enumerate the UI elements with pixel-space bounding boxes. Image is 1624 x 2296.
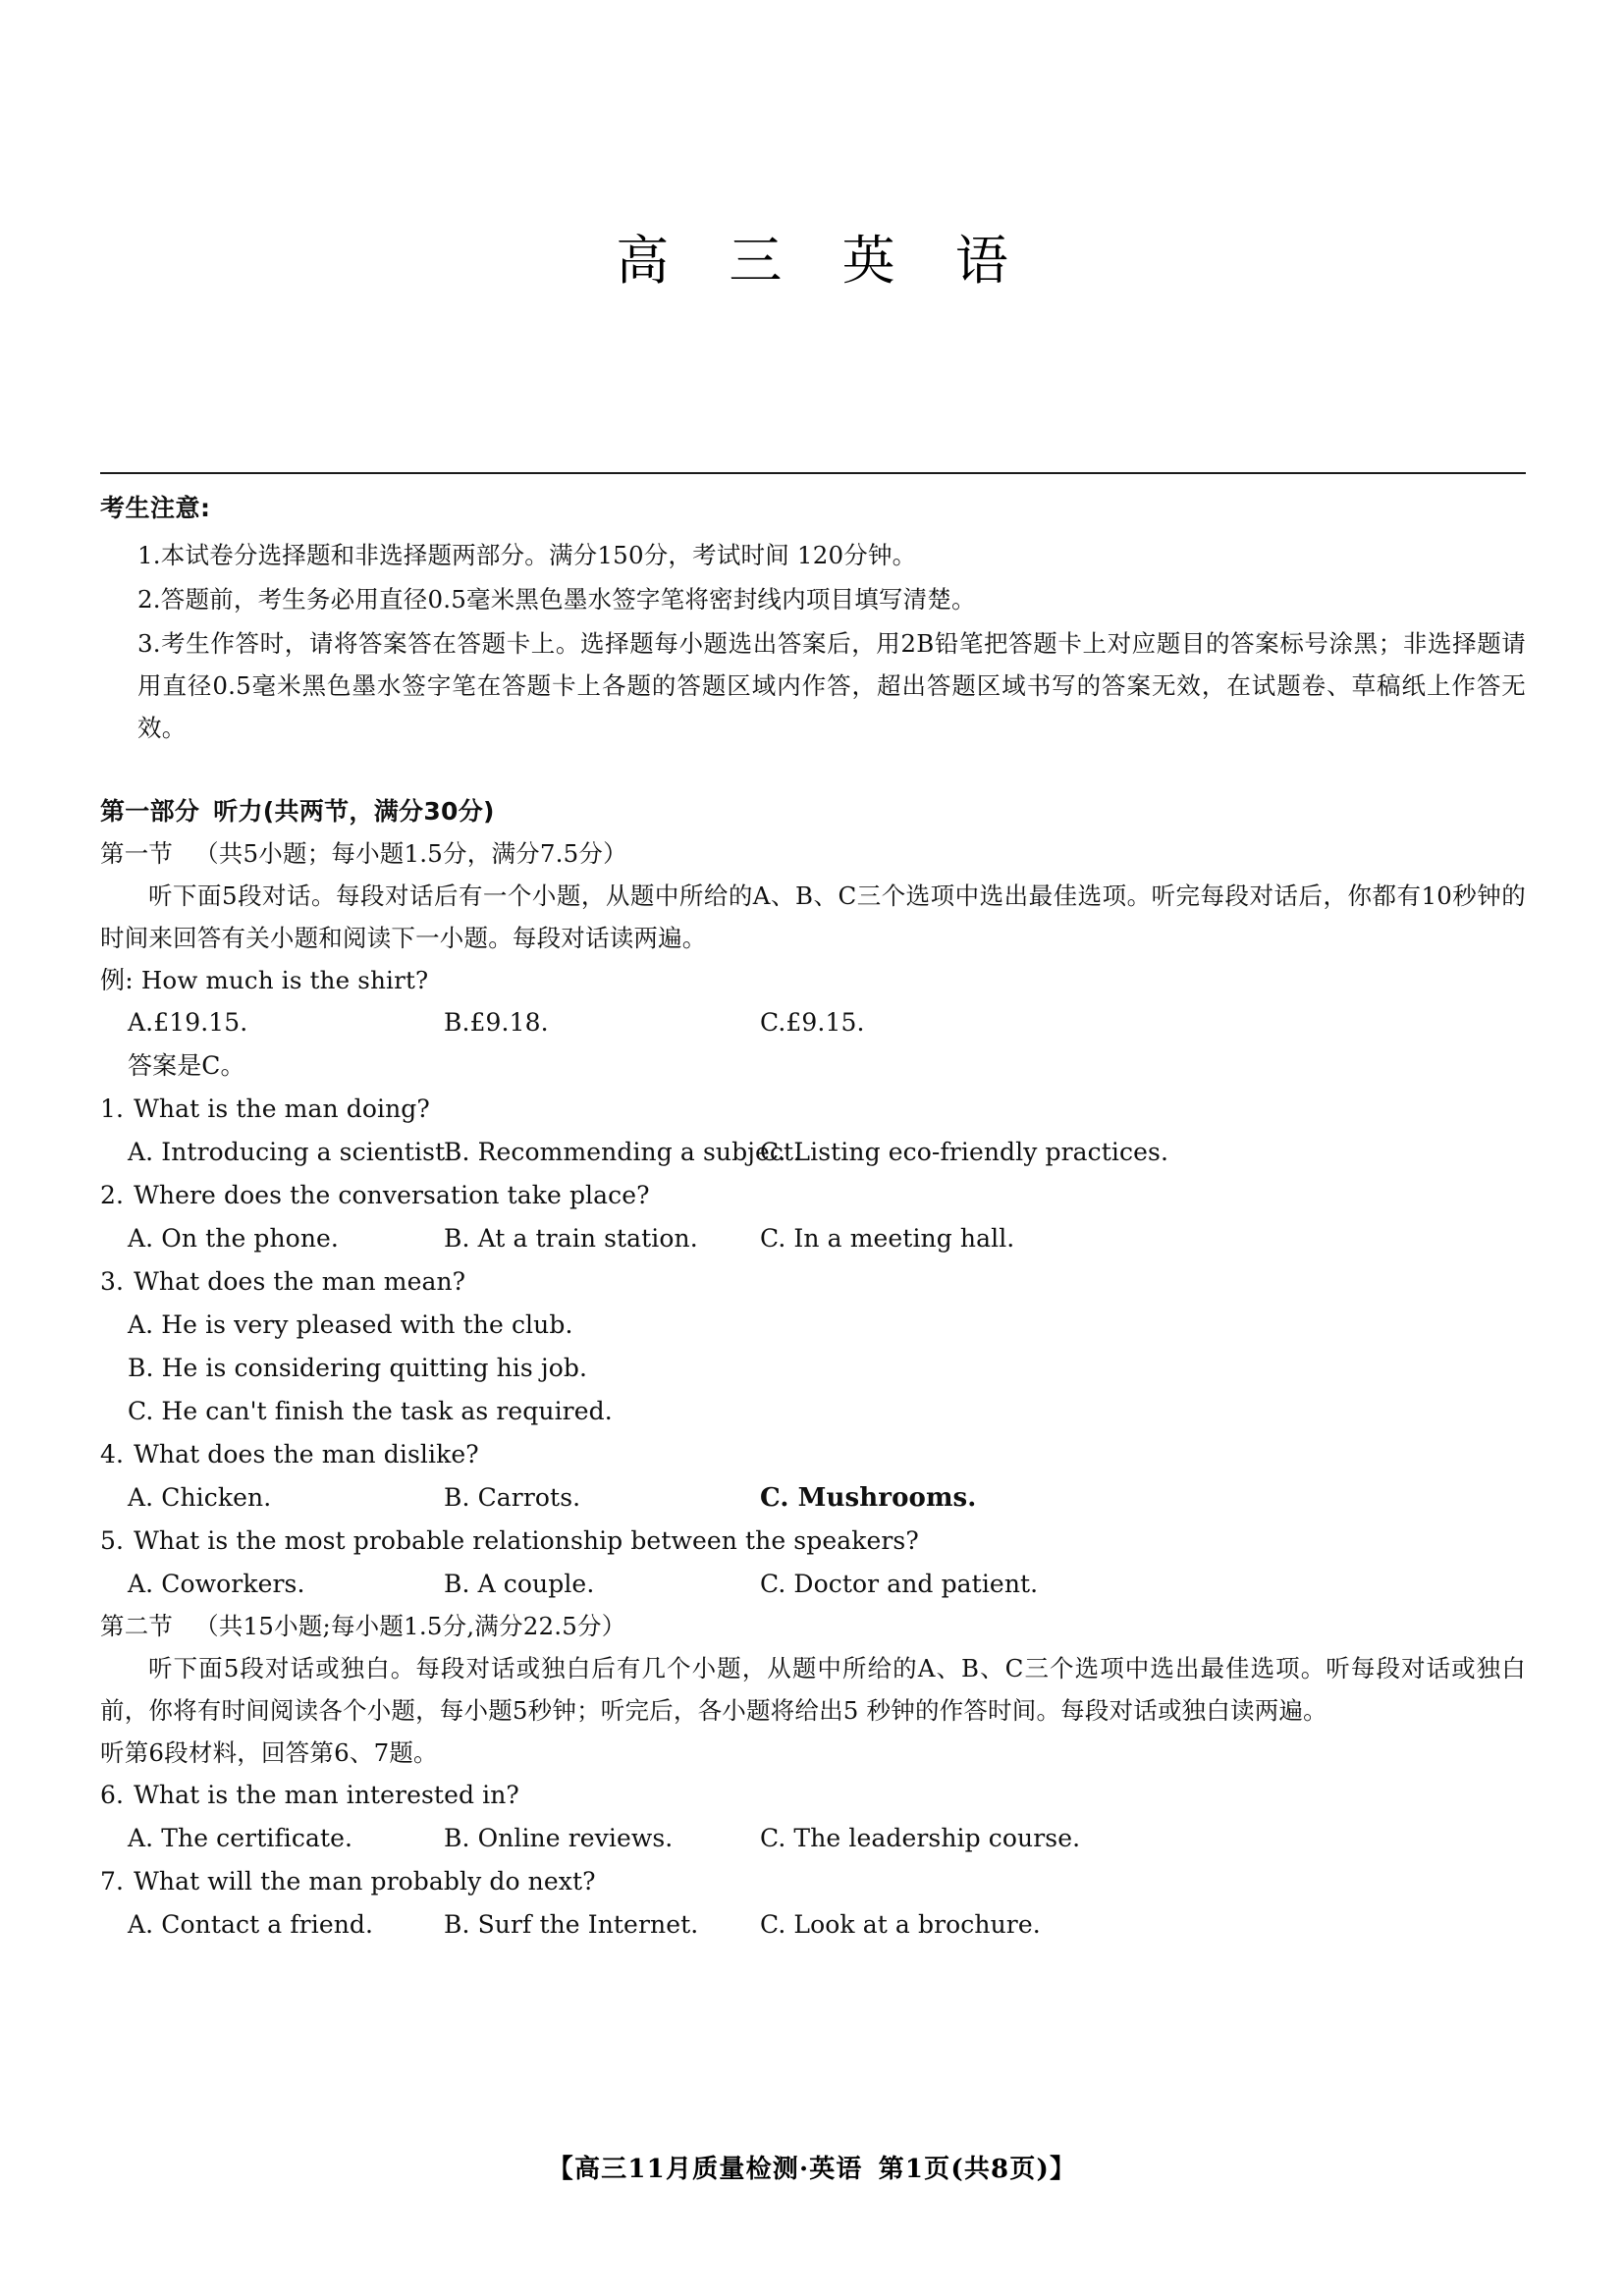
option-a[interactable]: A. Coworkers. <box>128 1570 305 1598</box>
part-one-title: 听力(共两节，满分30分) <box>213 797 495 826</box>
part-one-heading <box>100 790 1526 833</box>
question-stem <box>100 1774 1526 1817</box>
option-a[interactable]: A. Chicken. <box>128 1483 272 1512</box>
section-two-heading <box>100 1606 1526 1647</box>
question-text: What does the man dislike? <box>134 1440 479 1468</box>
example-option-a: A.£19.15. <box>128 1008 248 1037</box>
option-b[interactable]: B. Carrots. <box>444 1483 581 1512</box>
footer-left-bracket: 【 <box>547 2155 574 2184</box>
example-stem: How much is the shirt? <box>140 966 429 994</box>
option-a[interactable]: A. He is very pleased with the club. <box>128 1310 573 1339</box>
part-one-label: 第一部分 <box>100 797 200 826</box>
option-c[interactable]: C. Look at a brochure. <box>760 1910 1041 1939</box>
example-question <box>100 959 1526 1001</box>
notice-item: 1.本试卷分选择题和非选择题两部分。满分150分，考试时间 120分钟。 <box>137 541 917 569</box>
question-text: What is the most probable relationship between the speakers? <box>134 1526 919 1555</box>
question-stem <box>100 1088 1526 1131</box>
example-option-c: C.£9.15. <box>760 1008 865 1037</box>
question-options <box>100 1817 1526 1860</box>
option-c[interactable]: C. In a meeting hall. <box>760 1224 1015 1253</box>
section-one-scoring: （共5小题；每小题1.5分，满分7.5分） <box>194 839 627 868</box>
option-a[interactable]: A. Contact a friend. <box>128 1910 374 1939</box>
question-text: What does the man mean? <box>134 1267 466 1296</box>
option-c[interactable]: C. Listing eco-friendly practices. <box>760 1138 1168 1166</box>
page-content <box>100 489 1526 1947</box>
example-option-b: B.£9.18. <box>444 1008 549 1037</box>
notice-item: 3.考生作答时，请将答案答在答题卡上。选择题每小题选出答案后，用2B铅笔把答题卡上对应题目的答案标号涂黑；非选择题请用直径0.5毫米黑色墨水签字笔在答题卡上各题的答题区域内作答，超出答题区域书写的答案无效，在试题卷、草稿纸上作答无效。 <box>137 629 1526 742</box>
section-one-label: 第一节 <box>100 839 174 868</box>
question-number: 5. <box>100 1526 125 1555</box>
question-text: What is the man interested in? <box>134 1781 519 1809</box>
option-b[interactable]: B. At a train station. <box>444 1224 698 1253</box>
option-b[interactable]: B. He is considering quitting his job. <box>128 1354 588 1382</box>
page-footer <box>0 2149 1624 2185</box>
notice-item: 2.答题前，考生务必用直径0.5毫米黑色墨水签字笔将密封线内项目填写清楚。 <box>137 585 976 614</box>
question-number: 4. <box>100 1440 125 1468</box>
option-c[interactable]: C. He can't finish the task as required. <box>128 1397 613 1425</box>
question-options <box>100 1903 1526 1947</box>
section-one-instruction: 听下面5段对话。每段对话后有一个小题，从题中所给的A、B、C三个选项中选出最佳选项。听完每段对话后，你都有10秒钟的时间来回答有关小题和阅读下一小题。每段对话读两遍。 <box>100 881 1526 952</box>
notice-list <box>100 534 1526 749</box>
option-a[interactable]: A. The certificate. <box>128 1824 353 1852</box>
option-c[interactable]: C. Doctor and patient. <box>760 1570 1039 1598</box>
footer-page-indicator: 第1页(共8页) <box>878 2155 1051 2184</box>
section-one-heading <box>100 833 1526 875</box>
material-note: 听第6段材料，回答第6、7题。 <box>100 1738 438 1767</box>
section-two-instruction: 听下面5段对话或独白。每段对话或独白后有几个小题，从题中所给的A、B、C三个选项中选出最佳选项。听每段对话或独白前，你将有时间阅读各个小题，每小题5秒钟；听完后，各小题将给出5 秒钟的作答时间。每段对话或独白读两遍。 <box>100 1654 1526 1725</box>
option-b[interactable]: B. A couple. <box>444 1570 595 1598</box>
question-number: 6. <box>100 1781 125 1809</box>
question-options <box>100 1131 1526 1174</box>
question-options <box>100 1563 1526 1606</box>
question-stem <box>100 1174 1526 1217</box>
example-answer: 答案是C。 <box>128 1051 245 1080</box>
option-a[interactable]: A. Introducing a scientist. <box>128 1138 454 1166</box>
page-title: 高 三 英 语 <box>616 230 1030 292</box>
option-c[interactable]: C. Mushrooms. <box>760 1483 977 1513</box>
question-text: What will the man probably do next? <box>134 1867 596 1896</box>
question-text: What is the man doing? <box>134 1095 430 1123</box>
option-c[interactable]: C. The leadership course. <box>760 1824 1081 1852</box>
spacer <box>100 751 1526 790</box>
question-text: Where does the conversation take place? <box>134 1181 650 1209</box>
option-a[interactable]: A. On the phone. <box>128 1224 339 1253</box>
option-b[interactable]: B. Surf the Internet. <box>444 1910 699 1939</box>
question-stem <box>100 1520 1526 1563</box>
question-options <box>100 1476 1526 1520</box>
question-number: 1. <box>100 1095 125 1123</box>
footer-exam-name: 高三11月质量检测·英语 <box>573 2155 863 2184</box>
option-b[interactable]: B. Online reviews. <box>444 1824 674 1852</box>
footer-right-bracket: 】 <box>1050 2155 1077 2184</box>
question-stem <box>100 1433 1526 1476</box>
notice-heading: 考生注意: <box>100 494 211 522</box>
section-two-label: 第二节 <box>100 1612 174 1640</box>
question-number: 3. <box>100 1267 125 1296</box>
question-number: 7. <box>100 1867 125 1896</box>
question-stem <box>100 1260 1526 1304</box>
section-two-scoring: （共15小题;每小题1.5分,满分22.5分） <box>194 1612 626 1640</box>
header-divider <box>100 472 1526 474</box>
option-b[interactable]: B. Recommending a subject. <box>444 1138 802 1166</box>
question-stem <box>100 1860 1526 1903</box>
question-number: 2. <box>100 1181 125 1209</box>
example-options <box>100 1001 1526 1044</box>
example-label: 例: <box>100 966 134 994</box>
question-options <box>100 1217 1526 1260</box>
